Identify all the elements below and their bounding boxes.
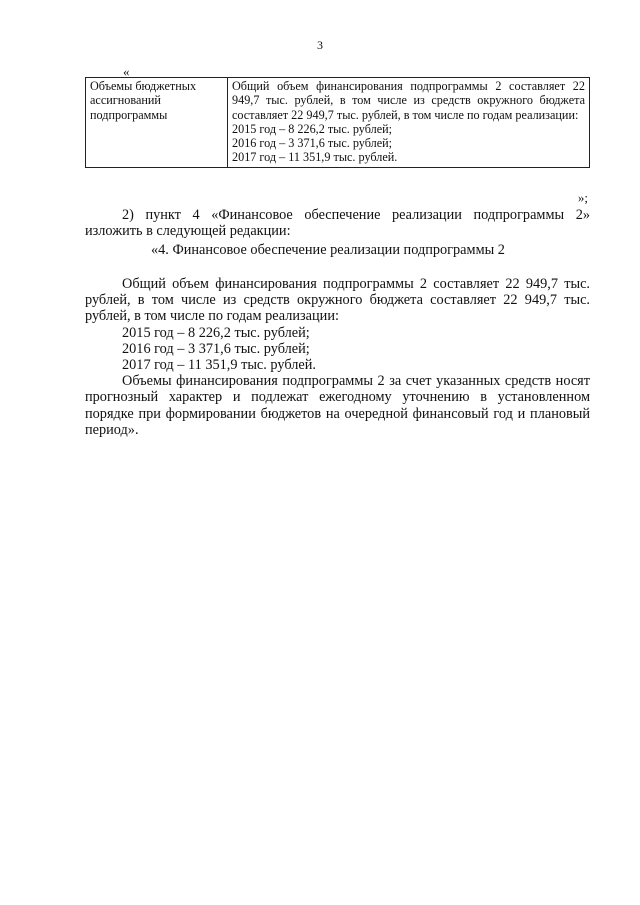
table-label-cell <box>86 78 228 168</box>
table-open-quote: « <box>123 64 130 79</box>
section-final-text: Объемы финансирования подпрограммы 2 за счет указанных средств носят прогнозный характер и подлежат ежегодному уточнению в установленном порядке при формировании бюджетов на очередной финансовый год и плановый период». <box>85 373 590 438</box>
page-number: 3 <box>317 38 323 52</box>
table-value-text: Общий объем финансирования подпрограммы 2 составляет 22 949,7 тыс. рублей, в том числе из средств окружного бюджета составляет 22 949,7 тыс. рублей, в том числе по годам реализации: <box>232 79 585 122</box>
passport-table <box>85 77 590 168</box>
table-year-2015: 2015 год – 8 226,2 тыс. рублей; <box>232 121 393 136</box>
section-year-2015: 2015 год – 8 226,2 тыс. рублей; <box>122 324 310 341</box>
table-value-cell <box>228 78 590 168</box>
section-heading: «4. Финансовое обеспечение реализации подпрограммы 2 <box>151 242 505 258</box>
section-year-2017: 2017 год – 11 351,9 тыс. рублей. <box>122 357 316 374</box>
section-body <box>85 276 590 438</box>
table-year-2017: 2017 год – 11 351,9 тыс. рублей. <box>232 150 398 165</box>
table-row <box>86 78 590 168</box>
table-label-text: Объемы бюджетных ассигнований подпрограммы <box>90 79 197 122</box>
section-main-text: Общий объем финансирования подпрограммы 2 составляет 22 949,7 тыс. рублей, в том числе из средств окружного бюджета составляет 22 949,7 тыс. рублей, в том числе по годам реализации: <box>85 276 590 325</box>
table-close-quote: »; <box>577 190 588 205</box>
item-2-paragraph: 2) пункт 4 «Финансовое обеспечение реализации подпрограммы 2» изложить в следующей редакции: <box>85 207 590 240</box>
section-year-2016: 2016 год – 3 371,6 тыс. рублей; <box>122 340 310 357</box>
table-year-2016: 2016 год – 3 371,6 тыс. рублей; <box>232 136 393 151</box>
